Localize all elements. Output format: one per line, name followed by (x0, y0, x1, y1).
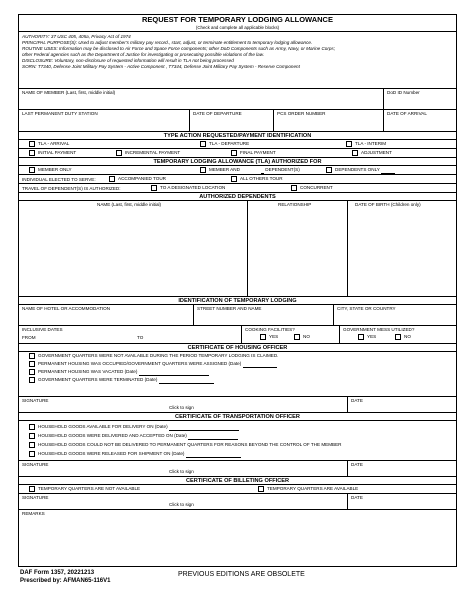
date-line[interactable] (243, 367, 277, 368)
authorized-dependents-heading: AUTHORIZED DEPENDENTS (19, 192, 456, 201)
checkbox[interactable] (200, 167, 206, 173)
initial-payment-option[interactable] (29, 149, 76, 157)
obsolete-notice: PREVIOUS EDITIONS ARE OBSOLETE (178, 571, 305, 578)
cooking-label: COOKING FACILITIES? (245, 327, 295, 332)
option-label: TO A DESIGNATED LOCATION (160, 185, 226, 190)
date-line[interactable] (159, 383, 214, 384)
hotel-name-field[interactable] (19, 305, 193, 325)
quarters-available-option[interactable] (258, 485, 358, 493)
tla-authorized-heading: TEMPORARY LODGING ALLOWANCE (TLA) AUTHORIZED FOR (19, 157, 456, 166)
date-label: DATE (351, 462, 363, 467)
lodging-address-row (19, 304, 456, 325)
housing-signature-field[interactable] (19, 397, 347, 412)
transport-signature-row (19, 460, 456, 476)
option-label: HOUSEHOLD GOODS WERE DELIVERED AND ACCEPTED ON (38, 433, 173, 438)
to-label: TO (137, 335, 144, 340)
option-label: DEPENDENTS ONLY (335, 167, 380, 172)
form-subtitle: (Check and complete all applicable blocks) (195, 25, 280, 30)
option-label: HOUSEHOLD GOODS AVAILABLE FOR DELIVERY ON (38, 424, 154, 429)
goods-released-option[interactable] (29, 450, 241, 458)
billeting-signature-row (19, 493, 456, 509)
option-label: INITIAL PAYMENT (38, 150, 77, 155)
mess-label: GOVERNMENT MESS UTILIZED? (343, 327, 415, 332)
incremental-payment-option[interactable] (116, 149, 180, 157)
checkbox[interactable] (116, 150, 122, 156)
accompanied-tour-option[interactable] (109, 175, 166, 183)
option-label: NO (303, 334, 310, 339)
mess-yes-option[interactable] (358, 333, 376, 341)
duty-station-field[interactable] (19, 110, 189, 131)
checkbox[interactable] (109, 176, 115, 182)
checkbox[interactable] (29, 486, 35, 492)
member-and-option[interactable] (200, 166, 240, 174)
duty-station-label: LAST PERMANENT DUTY STATION (22, 111, 98, 116)
quarters-terminated-option[interactable] (29, 376, 214, 384)
form-footer (20, 570, 110, 585)
signature-label: SIGNATURE (22, 462, 49, 467)
dependents-only-option[interactable] (326, 166, 395, 174)
payment-type-row (19, 148, 456, 157)
duty-station-row (19, 109, 456, 131)
option-label: ALL OTHERS TOUR (240, 176, 283, 181)
all-others-tour-option[interactable] (231, 175, 283, 183)
quarters-unavailable-option[interactable] (29, 485, 140, 493)
billeting-officer-heading: CERTIFICATE OF BILLETING OFFICER (19, 476, 456, 485)
pcs-order-label: PCS ORDER NUMBER (277, 111, 326, 116)
option-label: MEMBER ONLY (38, 167, 72, 172)
relationship-column[interactable] (247, 201, 347, 296)
option-label: ACCOMPANIED TOUR (118, 176, 166, 181)
dependents-table (19, 200, 456, 296)
date-line[interactable] (169, 430, 239, 431)
street-field[interactable] (193, 305, 333, 325)
billeting-date-field[interactable] (347, 494, 456, 509)
goods-not-delivered-option[interactable] (29, 441, 342, 449)
concurrent-option[interactable] (291, 184, 333, 192)
mess-no-option[interactable] (395, 333, 411, 341)
checkbox[interactable] (29, 424, 35, 430)
prescribed-by: Prescribed by: AFMAN65-116V1 (20, 577, 111, 584)
date-hint: (Date) (144, 377, 158, 382)
checkbox[interactable] (29, 150, 35, 156)
transportation-options (19, 420, 456, 460)
date-hint: (Date) (174, 433, 187, 438)
option-label: TLA - INTERIM (355, 141, 387, 146)
sorn-line: SORN: T7340, Defense Joint Military Pay System - Active Component , T7344, Defense Joint Military Pay System - Reserve Component (22, 63, 300, 69)
click-to-sign[interactable]: Click to sign (169, 502, 194, 507)
billeting-signature-field[interactable] (19, 494, 347, 509)
dependent-name-header: NAME (Last, first, middle initial) (97, 202, 162, 207)
option-label: PERMANENT HOUSING WAS VACATED (Date) (38, 369, 138, 374)
divider (19, 31, 456, 32)
goods-available-option[interactable] (29, 423, 239, 431)
checkbox[interactable] (294, 334, 300, 340)
tla-type-row (19, 139, 456, 148)
option-label: HOUSEHOLD GOODS WERE RELEASED FOR SHIPMENT ON (38, 451, 171, 456)
option-label: TEMPORARY QUARTERS ARE AVAILABLE (267, 486, 359, 491)
from-label: FROM (22, 335, 36, 340)
remarks-label: REMARKS (22, 511, 45, 516)
date-hint: (Date) (171, 451, 185, 456)
type-action-heading: TYPE ACTION REQUESTED/PAYMENT IDENTIFICATION (19, 131, 456, 140)
option-label: PERMANENT HOUSING WAS OCCUPIED/GOVERNMENT QUARTERS WERE ASSIGNED (Date) (38, 361, 242, 366)
travel-label: TRAVEL OF DEPENDENT(S) IS AUTHORIZED: (22, 186, 121, 191)
date-label: DATE (351, 398, 363, 403)
inclusive-dates-field[interactable] (19, 326, 241, 343)
member-only-option[interactable] (29, 166, 72, 174)
checkbox[interactable] (231, 176, 237, 182)
checkbox[interactable] (29, 369, 35, 375)
checkbox[interactable] (29, 361, 35, 367)
checkbox[interactable] (151, 185, 157, 191)
checkbox[interactable] (29, 167, 35, 173)
date-hint: (Date) (154, 424, 168, 429)
tla-departure-option[interactable] (200, 140, 249, 148)
departure-date-field[interactable] (189, 110, 273, 131)
tla-arrival-option[interactable] (29, 140, 69, 148)
option-label: YES (367, 334, 377, 339)
disclosure-line: DISCLOSURE: Voluntary, non-disclosure of requested information will result in TLA not being processed (22, 57, 234, 63)
checkbox[interactable] (29, 377, 35, 383)
date-line[interactable] (188, 439, 238, 440)
street-label: STREET NUMBER AND NAME (197, 306, 262, 311)
form-title: REQUEST FOR TEMPORARY LODGING ALLOWANCE (142, 15, 333, 24)
date-of-birth-column[interactable] (347, 201, 456, 296)
goods-delivered-option[interactable] (29, 432, 238, 440)
housing-vacated-option[interactable] (29, 368, 209, 376)
option-label: HOUSEHOLD GOODS COULD NOT BE DELIVERED TO PERMANENT QUARTERS FOR REASONS BEYOND THE CONTROL OF THE MEMBER (38, 442, 342, 447)
option-label: TLA - DEPARTURE (209, 141, 250, 146)
dod-id-label: DoD ID Number (387, 90, 420, 95)
routine-uses-line: ROUTINE USES: Information may be disclosed to Air Force and Space Force components; other DoD Components such as Army, Navy, or Marine Corps; (22, 45, 336, 51)
option-label: YES (269, 334, 279, 339)
cooking-facilities-field (241, 326, 339, 343)
billeting-options (19, 484, 456, 493)
checkbox[interactable] (291, 185, 297, 191)
housing-date-field[interactable] (347, 397, 456, 412)
lodging-dates-row (19, 325, 456, 343)
dependent-name-column[interactable] (19, 201, 247, 296)
remarks-field[interactable] (19, 509, 456, 567)
dod-id-field[interactable] (383, 89, 456, 109)
checkbox[interactable] (395, 334, 401, 340)
housing-options (19, 351, 456, 384)
option-label: MEMBER AND (209, 167, 240, 172)
inclusive-dates-label: INCLUSIVE DATES (22, 327, 63, 332)
date-of-birth-header: DATE OF BIRTH (Children only) (355, 202, 421, 207)
arrival-date-label: DATE OF ARRIVAL (387, 111, 427, 116)
checkbox[interactable] (29, 451, 35, 457)
housing-signature-row (19, 396, 456, 412)
hotel-name-label: NAME OF HOTEL OR ACCOMMODATION (22, 306, 111, 311)
form-id: DAF Form 1357, 20221213 (20, 570, 95, 576)
member-dependents-option[interactable] (261, 166, 300, 174)
checkbox[interactable] (200, 141, 206, 147)
cooking-no-option[interactable] (294, 333, 310, 341)
housing-officer-heading: CERTIFICATE OF HOUSING OFFICER (19, 343, 456, 352)
checkbox[interactable] (260, 334, 266, 340)
housing-occupied-option[interactable] (29, 360, 277, 368)
checkbox[interactable] (29, 433, 35, 439)
member-name-label: NAME OF MEMBER (Last, first, middle initial) (22, 90, 116, 95)
tla-interim-option[interactable] (346, 140, 386, 148)
adjustment-option[interactable] (352, 149, 392, 157)
city-field[interactable] (333, 305, 456, 325)
member-name-row (19, 88, 456, 109)
checkbox[interactable] (258, 486, 264, 492)
routine-uses-line-2: other Federal agencies such as the Department of Justice for investigating or prosecuting possible violations of the law. (22, 51, 265, 57)
checkbox[interactable] (346, 141, 352, 147)
date-label: DATE (351, 495, 363, 500)
checkbox[interactable] (352, 150, 358, 156)
quarters-not-available-option[interactable] (29, 352, 278, 360)
transport-date-field[interactable] (347, 461, 456, 476)
city-label: CITY, STATE OR COUNTRY (337, 306, 396, 311)
authority-line: AUTHORITY: 37 USC 405, 405a, Privacy Act of 1974 (22, 34, 131, 39)
travel-row (19, 183, 456, 192)
checkbox[interactable] (29, 353, 35, 359)
transport-signature-field[interactable] (19, 461, 347, 476)
option-label: INCREMENTAL PAYMENT (125, 150, 181, 155)
transportation-officer-heading: CERTIFICATE OF TRANSPORTATION OFFICER (19, 412, 456, 421)
temporary-lodging-heading: IDENTIFICATION OF TEMPORARY LODGING (19, 296, 456, 305)
signature-label: SIGNATURE (22, 495, 49, 500)
option-label: TEMPORARY QUARTERS ARE NOT AVAILABLE (38, 486, 141, 491)
checkbox[interactable] (29, 141, 35, 147)
checkbox[interactable] (358, 334, 364, 340)
checkbox[interactable] (29, 442, 35, 448)
authorized-for-row (19, 165, 456, 174)
elected-label: INDIVIDUAL ELECTED TO SERVE: (22, 177, 96, 182)
privacy-act-statement (22, 34, 454, 69)
option-label: GOVERNMENT QUARTERS WERE NOT AVAILABLE DURING THE PERIOD TEMPORARY LODGING IS CLAIMED. (38, 353, 279, 358)
elected-tour-row (19, 174, 456, 183)
pcs-order-field[interactable] (273, 110, 383, 131)
click-to-sign[interactable]: Click to sign (169, 405, 194, 410)
option-label: TLA - ARRIVAL (38, 141, 70, 146)
checkbox[interactable] (231, 150, 237, 156)
departure-date-label: DATE OF DEPARTURE (193, 111, 242, 116)
purpose-line: PRINCIPAL PURPOSE(S): Used to adjust member's military pay record., start, adjust, or terminate entitlement to temporary lodging allowance. (22, 39, 313, 45)
designated-location-option[interactable] (151, 184, 225, 192)
mess-utilized-field (339, 326, 456, 343)
arrival-date-field[interactable] (383, 110, 456, 131)
option-label: ADJUSTMENT (361, 150, 392, 155)
option-label: NO (404, 334, 411, 339)
option-label: CONCURRENT (300, 185, 333, 190)
option-label: GOVERNMENT QUARTERS WERE TERMINATED (38, 377, 144, 382)
checkbox[interactable] (326, 167, 332, 173)
date-line[interactable] (186, 457, 241, 458)
option-label: FINAL PAYMENT (240, 150, 276, 155)
click-to-sign[interactable]: Click to sign (169, 469, 194, 474)
member-name-field[interactable] (19, 89, 383, 109)
tla-request-form (18, 14, 457, 567)
option-label: DEPENDENT(S) (265, 167, 300, 172)
cooking-yes-option[interactable] (260, 333, 278, 341)
relationship-header: RELATIONSHIP (278, 202, 312, 207)
final-payment-option[interactable] (231, 149, 276, 157)
signature-label: SIGNATURE (22, 398, 49, 403)
